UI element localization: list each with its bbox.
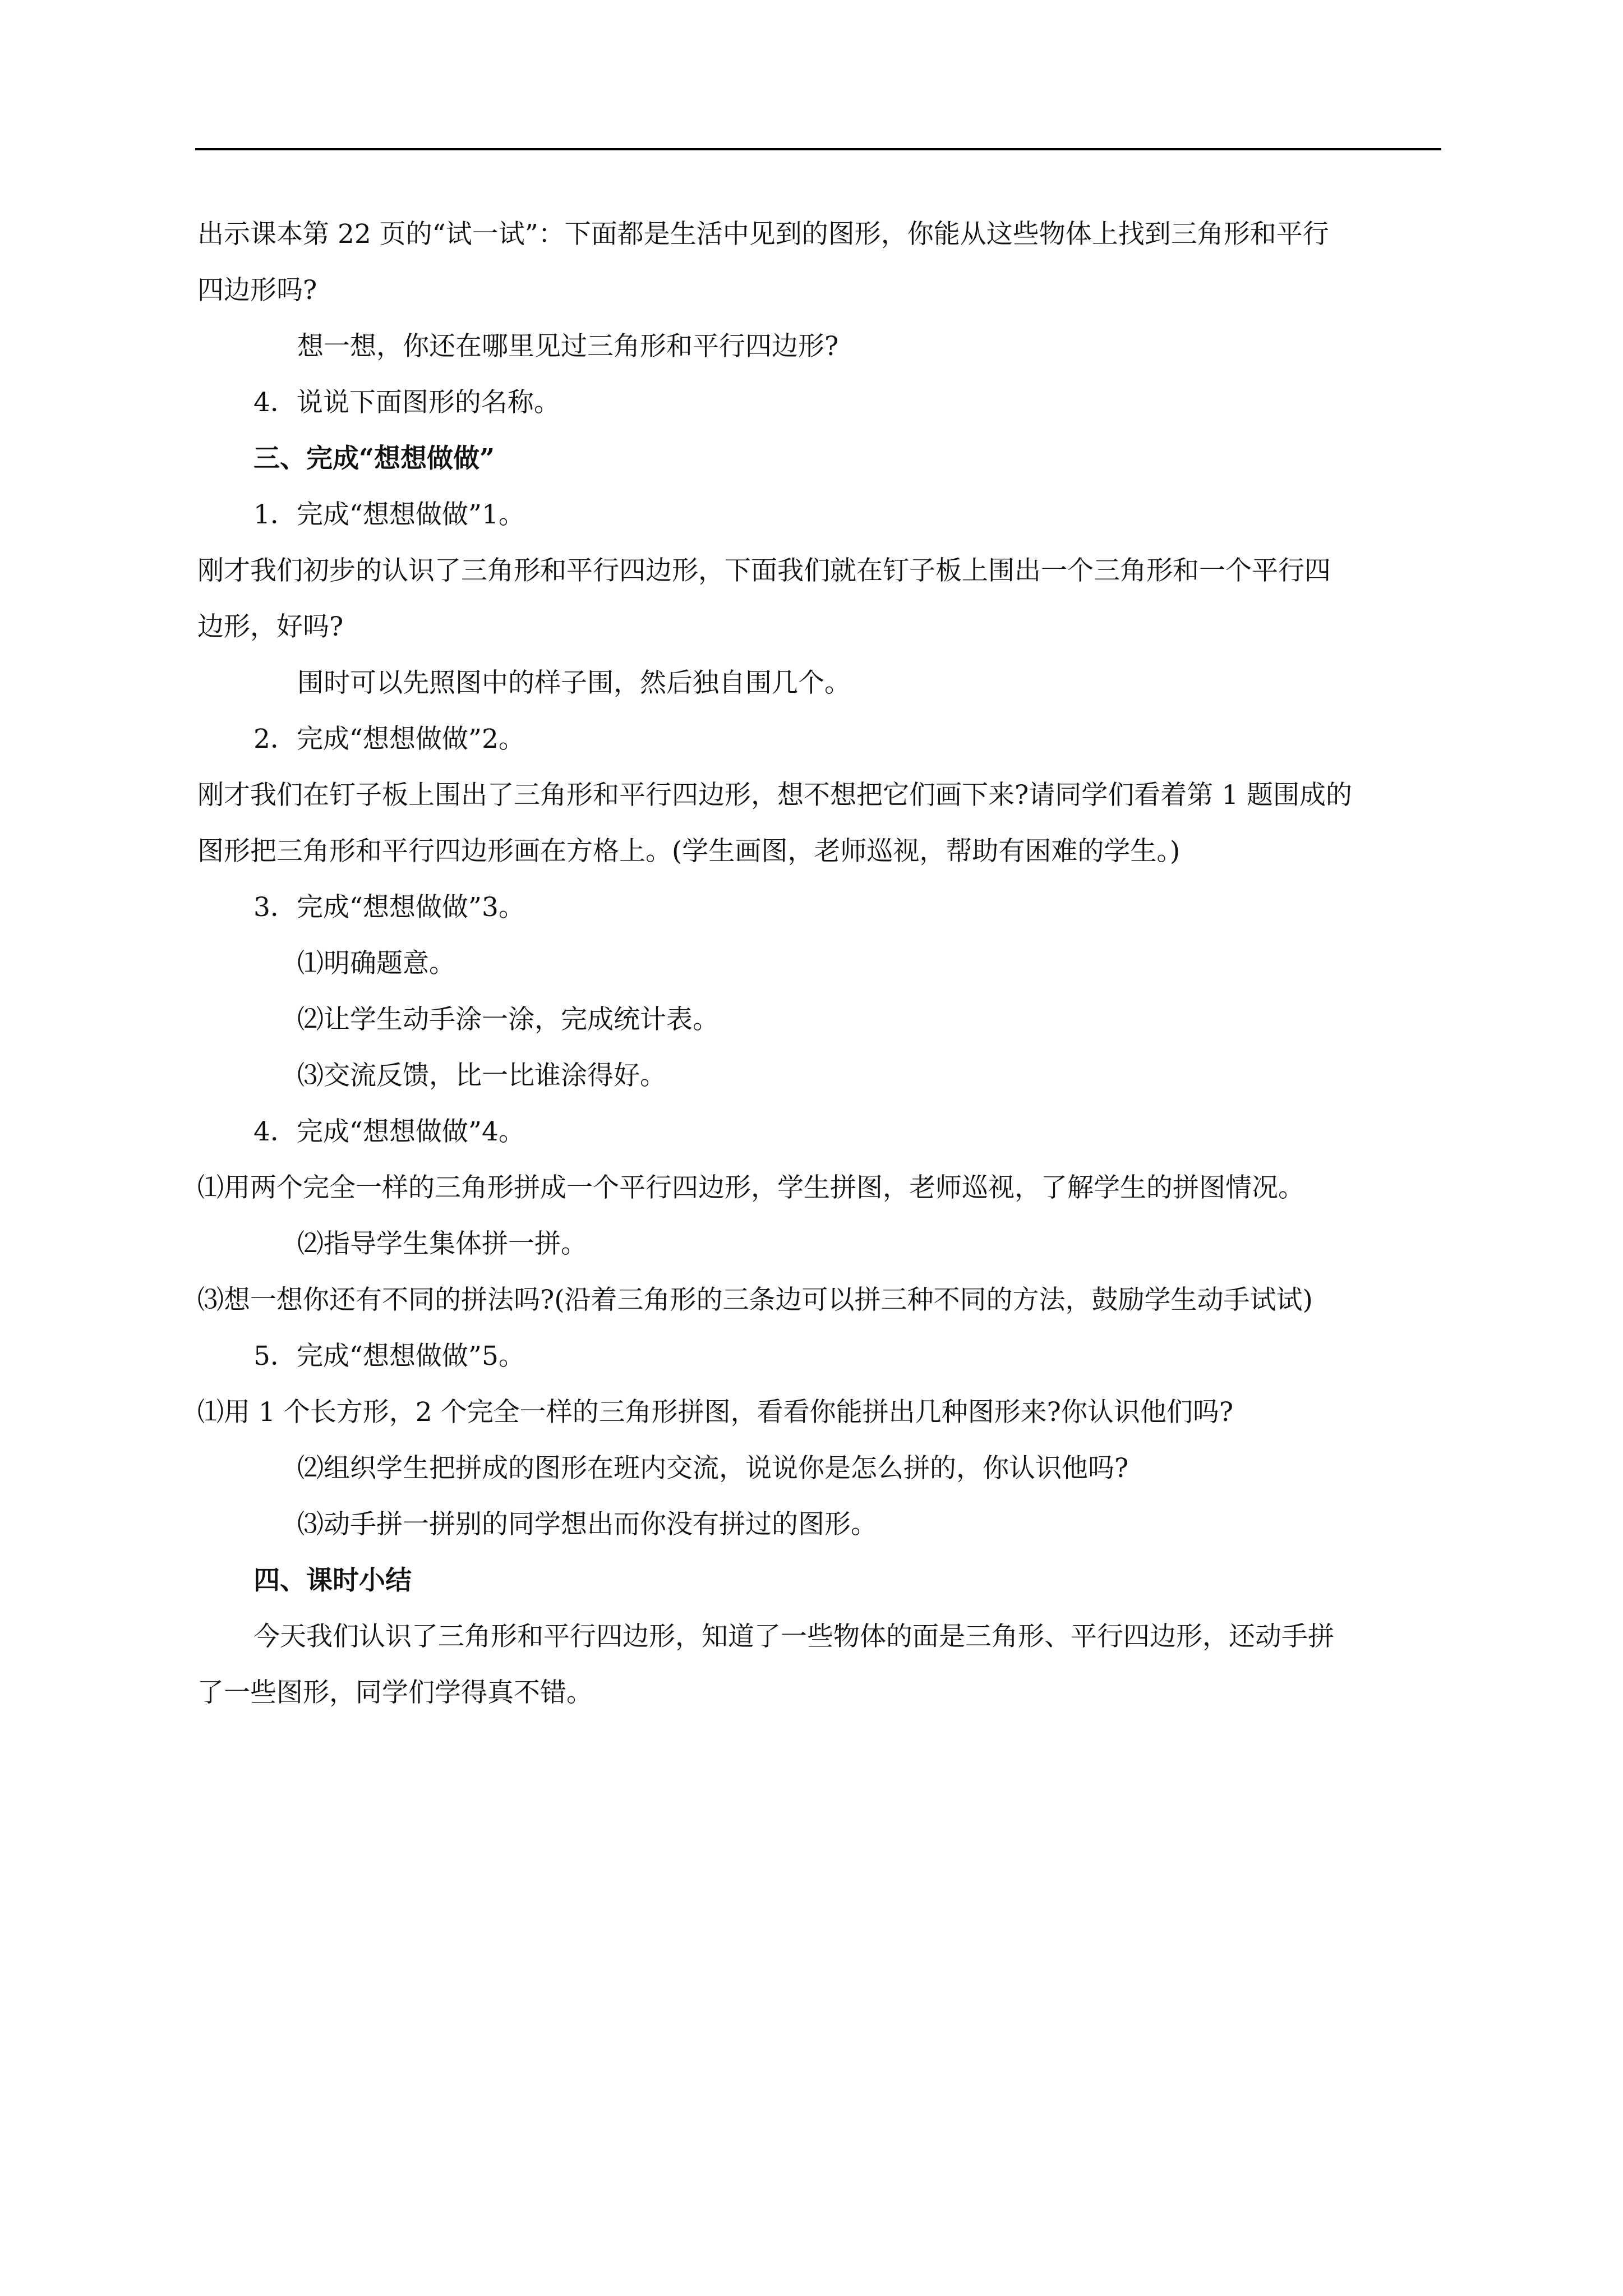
paragraph-line: 3．完成“想想做做”3。 (253, 892, 525, 923)
paragraph-line: 想一想，你还在哪里见过三角形和平行四边形? (297, 331, 839, 362)
paragraph-line: ⑵组织学生把拼成的图形在班内交流，说说你是怎么拼的，你认识他吗? (297, 1453, 1129, 1484)
paragraph-line: 图形把三角形和平行四边形画在方格上。(学生画图，老师巡视，帮助有困难的学生。) (197, 836, 1181, 867)
paragraph-line: ⑴用两个完全一样的三角形拼成一个平行四边形，学生拼图，老师巡视，了解学生的拼图情况。 (197, 1172, 1304, 1203)
paragraph-line: ⑶动手拼一拼别的同学想出而你没有拼过的图形。 (297, 1509, 877, 1540)
paragraph-line: 四边形吗? (197, 275, 317, 306)
paragraph-line: ⑴明确题意。 (297, 948, 455, 979)
paragraph-line: 边形，好吗? (197, 611, 344, 642)
section-heading: 四、课时小结 (253, 1565, 412, 1596)
paragraph-line: ⑴用 1 个长方形，2 个完全一样的三角形拼图，看看你能拼出几种图形来?你认识他们吗? (197, 1397, 1234, 1428)
paragraph-line: ⑵指导学生集体拼一拼。 (297, 1228, 587, 1259)
paragraph-line: 了一些图形，同学们学得真不错。 (197, 1677, 593, 1708)
paragraph-line: 刚才我们初步的认识了三角形和平行四边形，下面我们就在钉子板上围出一个三角形和一个平行四 (197, 555, 1331, 586)
paragraph-line: 5．完成“想想做做”5。 (253, 1341, 525, 1372)
document-body (197, 206, 1442, 1721)
paragraph-line: ⑵让学生动手涂一涂，完成统计表。 (297, 1004, 719, 1035)
paragraph-line: 围时可以先照图中的样子围，然后独自围几个。 (297, 668, 851, 698)
paragraph-line: 2．完成“想想做做”2。 (253, 724, 525, 754)
paragraph-line: ⑶想一想你还有不同的拼法吗?(沿着三角形的三条边可以拼三种不同的方法，鼓励学生动手试试) (197, 1285, 1313, 1315)
paragraph-line: 4．完成“想想做做”4。 (253, 1116, 525, 1147)
paragraph-line: ⑶交流反馈，比一比谁涂得好。 (297, 1060, 666, 1091)
paragraph-line: 刚才我们在钉子板上围出了三角形和平行四边形，想不想把它们画下来?请同学们看着第 1 题围成的 (197, 780, 1352, 811)
paragraph-line: 4．说说下面图形的名称。 (253, 387, 560, 418)
paragraph-line: 今天我们认识了三角形和平行四边形，知道了一些物体的面是三角形、平行四边形，还动手拼 (253, 1621, 1334, 1652)
section-heading: 三、完成“想想做做” (253, 443, 495, 474)
paragraph-line: 1．完成“想想做做”1。 (253, 499, 525, 530)
header-rule (195, 148, 1441, 150)
paragraph-line: 出示课本第 22 页的“试一试”：下面都是生活中见到的图形，你能从这些物体上找到三角形和平行 (197, 219, 1329, 250)
